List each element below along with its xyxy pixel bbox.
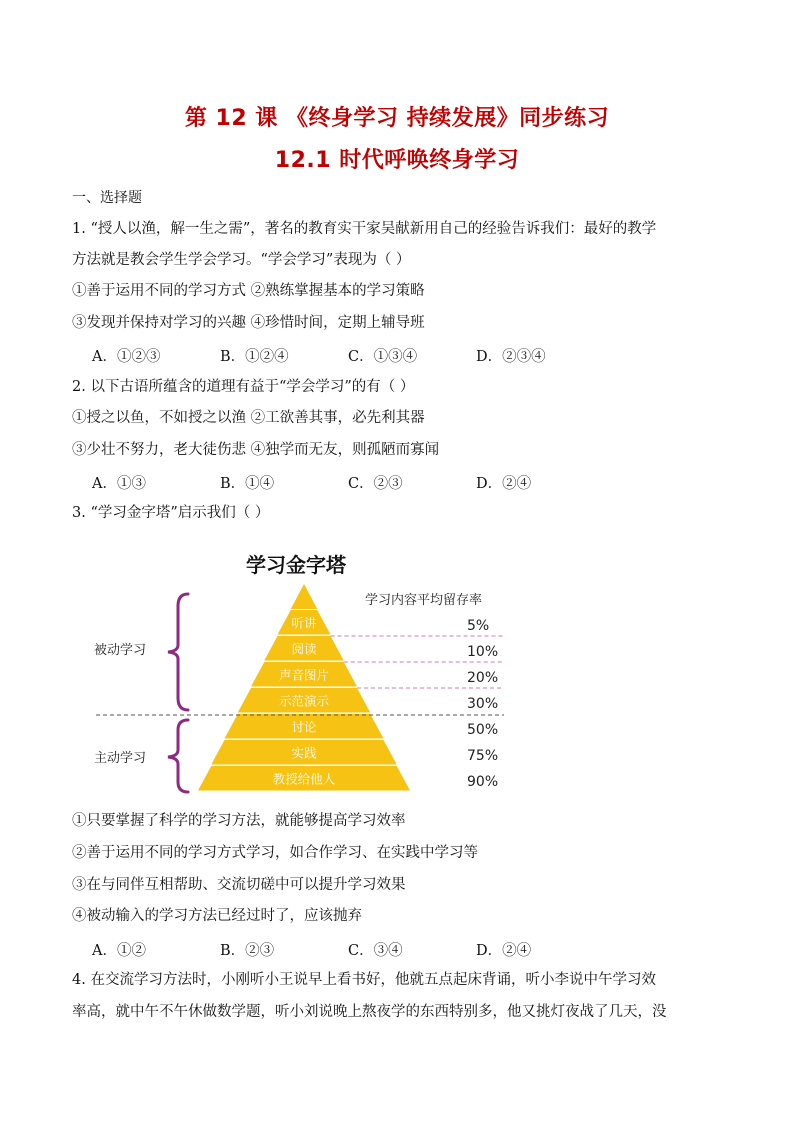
retention-rate: 20%: [467, 670, 499, 686]
retention-rate: 30%: [467, 696, 499, 712]
q3-item-2: ②善于运用不同的学习方式学习，如合作学习、在实践中学习等: [72, 845, 478, 861]
q2-option-c[interactable]: C．②③: [348, 476, 403, 492]
q2-stem: 2. 以下古语所蕴含的道理有益于“学会学习”的有（ ）: [72, 379, 415, 395]
q1-option-a[interactable]: A．①②③: [92, 349, 161, 365]
q1-stem-line-1: 1. “授人以渔，解一生之需”，著名的教育实干家吴献新用自己的经验告诉我们：最好的教学: [72, 221, 657, 237]
q1-option-d[interactable]: D．②③④: [476, 349, 546, 365]
pyramid-level-label: 示范演示: [278, 693, 330, 709]
q2-options: [92, 472, 604, 493]
q2-items-line-1: ①授之以鱼，不如授之以渔 ②工欲善其事，必先利其器: [72, 410, 425, 426]
pyramid-level-label: 讨论: [291, 719, 317, 735]
retention-rate: 5%: [467, 618, 490, 634]
q1-option-b[interactable]: B．①②④: [220, 349, 289, 365]
pyramid-level-label: 听讲: [291, 615, 317, 631]
section-heading: 一、选择题: [72, 190, 142, 206]
q3-options: [92, 939, 604, 960]
pyramid-title: 学习金字塔: [246, 553, 346, 577]
passive-brace: [168, 594, 188, 710]
q3-item-3: ③在与同伴互相帮助、交流切磋中可以提升学习效果: [72, 877, 406, 893]
q3-option-c[interactable]: C．③④: [348, 943, 403, 959]
pyramid-retention-rates: [467, 618, 498, 790]
pyramid-level-label: 声音图片: [278, 667, 330, 683]
page-title: 第 12 课 《终身学习 持续发展》同步练习: [184, 106, 610, 131]
q3-option-b[interactable]: B．②③: [220, 943, 275, 959]
q1-options: [92, 345, 604, 366]
pyramid-header: 学习内容平均留存率: [365, 593, 483, 608]
q2-items-line-2: ③少壮不努力，老大徒伤悲 ④独学而无友，则孤陋而寡闻: [72, 442, 440, 458]
pyramid-level-label: 阅读: [291, 641, 317, 657]
q1-stem-line-2: 方法就是教会学生学会学习。“学会学习”表现为（ ）: [72, 252, 411, 268]
pyramid-level-label: 教授给他人: [272, 771, 336, 787]
q3-option-a[interactable]: A．①②: [92, 943, 146, 959]
q4-stem-line-1: 4. 在交流学习方法时，小刚听小王说早上看书好，他就五点起床背诵，听小李说中午学习效: [72, 972, 656, 988]
q4-stem-line-2: 率高，就中午不午休做数学题，听小刘说晚上熬夜学的东西特别多，他又挑灯夜战了几天，没: [72, 1004, 667, 1020]
page-subtitle: 12.1 时代呼唤终身学习: [274, 148, 520, 173]
q2-option-d[interactable]: D．②④: [476, 476, 532, 492]
q1-option-c[interactable]: C．①③④: [348, 349, 418, 365]
q2-option-b[interactable]: B．①④: [220, 476, 275, 492]
pyramid-apex: [291, 584, 318, 609]
q3-item-1: ①只要掌握了科学的学习方法，就能够提高学习效率: [72, 813, 406, 829]
retention-rate: 90%: [467, 774, 499, 790]
active-learning-label: 主动学习: [94, 751, 147, 766]
passive-learning-label: 被动学习: [94, 643, 147, 658]
retention-rate: 75%: [467, 748, 499, 764]
q3-option-d[interactable]: D．②④: [476, 943, 532, 959]
q1-items-line-2: ③发现并保持对学习的兴趣 ④珍惜时间，定期上辅导班: [72, 315, 425, 331]
retention-rate: 50%: [467, 722, 499, 738]
active-brace: [168, 720, 188, 792]
q3-stem: 3. “学习金字塔”启示我们（ ）: [72, 505, 270, 521]
q2-option-a[interactable]: A．①③: [92, 476, 146, 492]
retention-rate: 10%: [467, 644, 499, 660]
q1-items-line-1: ①善于运用不同的学习方式 ②熟练掌握基本的学习策略: [72, 283, 425, 299]
learning-pyramid-figure: [92, 548, 512, 796]
pyramid-level-label: 实践: [291, 745, 317, 761]
q3-item-4: ④被动输入的学习方法已经过时了，应该抛弃: [72, 908, 362, 924]
